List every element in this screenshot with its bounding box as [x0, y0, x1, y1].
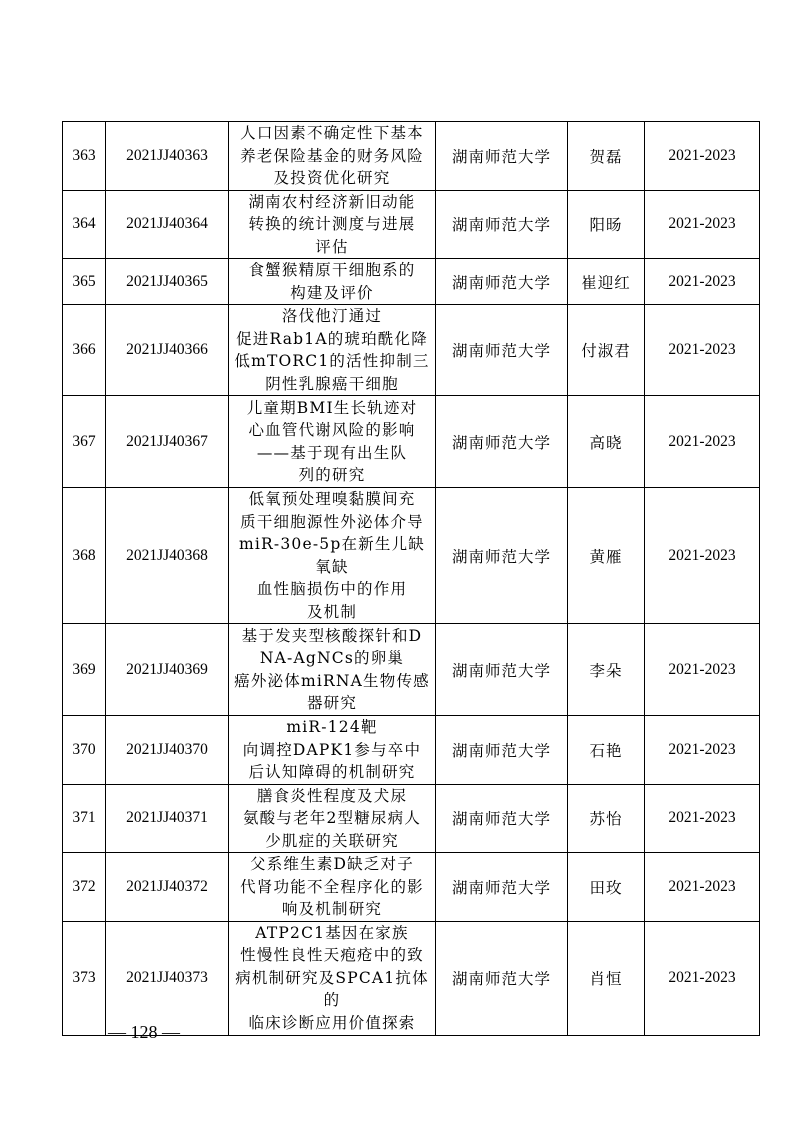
project-title-line: 向调控DAPK1参与卒中 [242, 740, 422, 759]
project-title-line: miR-124靶 [286, 718, 378, 736]
page-number: — 128 — [108, 1022, 180, 1042]
row-number-cell: 370 [63, 716, 106, 785]
project-title-line: 食蟹猴精原干细胞系的 [248, 261, 416, 279]
table-row [63, 716, 760, 785]
project-title-line: 血性脑损伤中的作用 [256, 580, 408, 598]
project-title-line: miR-30e-5p在新生儿缺氧缺 [239, 535, 425, 576]
project-leader-cell: 阳旸 [568, 190, 645, 259]
project-period-cell: 2021-2023 [645, 921, 760, 1035]
institution-cell: 湖南师范大学 [436, 396, 568, 488]
project-code-cell: 2021JJ40368 [106, 488, 229, 624]
project-title-line: 促进Rab1A的琥珀酰化降 [236, 329, 428, 348]
row-number-cell: 364 [63, 190, 106, 259]
project-period-cell: 2021-2023 [645, 259, 760, 305]
project-title-line: 心血管代谢风险的影响 [248, 421, 416, 439]
project-title-line: 器研究 [306, 694, 358, 712]
project-title-line: 及机制 [306, 602, 358, 621]
project-leader-cell: 付淑君 [568, 305, 645, 396]
project-title-cell [229, 921, 436, 1035]
project-title-cell [229, 784, 436, 853]
project-period-cell: 2021-2023 [645, 716, 760, 785]
project-title-line: 性慢性良性天疱疮中的致 [240, 946, 424, 965]
project-title-line: 湖南农村经济新旧动能 [248, 192, 416, 211]
table-row [63, 190, 760, 259]
institution-cell: 湖南师范大学 [436, 921, 568, 1035]
institution-cell: 湖南师范大学 [436, 259, 568, 305]
project-title-line: 基于发夹型核酸探针和D [241, 626, 423, 645]
project-leader-cell: 石艳 [568, 716, 645, 785]
project-title-line: 后认知障碍的机制研究 [248, 763, 416, 781]
project-title-cell [229, 716, 436, 785]
table-row [63, 259, 760, 305]
project-period-cell: 2021-2023 [645, 853, 760, 922]
project-title-cell [229, 396, 436, 488]
table-row [63, 305, 760, 396]
project-title-line: 洛伐他汀通过 [281, 307, 383, 325]
project-title-line: 癌外泌体miRNA生物传感 [234, 671, 430, 690]
project-title-cell [229, 853, 436, 922]
row-number-cell: 363 [63, 122, 106, 191]
row-number-cell: 372 [63, 853, 106, 922]
project-title-line: 养老保险基金的财务风险 [240, 146, 424, 165]
table-row [63, 784, 760, 853]
row-number-cell: 373 [63, 921, 106, 1035]
project-title-line: 父系维生素D缺乏对子 [250, 855, 414, 873]
project-leader-cell: 崔迎红 [568, 259, 645, 305]
institution-cell: 湖南师范大学 [436, 716, 568, 785]
project-title-cell [229, 259, 436, 305]
project-leader-cell: 田玫 [568, 853, 645, 922]
project-code-cell: 2021JJ40373 [106, 921, 229, 1035]
institution-cell: 湖南师范大学 [436, 784, 568, 853]
project-title-line: 质干细胞源性外泌体介导 [240, 512, 424, 531]
project-leader-cell: 黄雁 [568, 488, 645, 624]
project-leader-cell: 苏怡 [568, 784, 645, 853]
institution-cell: 湖南师范大学 [436, 624, 568, 716]
project-title-line: 响及机制研究 [281, 900, 383, 918]
project-leader-cell: 贺磊 [568, 122, 645, 191]
project-title-line: NA-AgNCs的卵巢 [259, 649, 405, 667]
institution-cell: 湖南师范大学 [436, 305, 568, 396]
project-title-line: 临床诊断应用价值探索 [248, 1013, 416, 1032]
project-title-line: 儿童期BMI生长轨迹对 [246, 398, 418, 417]
project-title-line: 及投资优化研究 [273, 169, 391, 187]
table-row [63, 853, 760, 922]
institution-cell: 湖南师范大学 [436, 190, 568, 259]
project-title-cell [229, 122, 436, 191]
row-number-cell: 371 [63, 784, 106, 853]
project-title-line: 列的研究 [298, 466, 366, 484]
project-title-line: 代肾功能不全程序化的影 [240, 877, 424, 896]
project-code-cell: 2021JJ40363 [106, 122, 229, 191]
project-table [62, 121, 760, 1036]
project-code-cell: 2021JJ40369 [106, 624, 229, 716]
project-period-cell: 2021-2023 [645, 784, 760, 853]
row-number-cell: 367 [63, 396, 106, 488]
project-table-body [63, 122, 760, 1036]
project-leader-cell: 肖恒 [568, 921, 645, 1035]
table-row [63, 122, 760, 191]
project-code-cell: 2021JJ40365 [106, 259, 229, 305]
project-title-line: 低mTORC1的活性抑制三阴性乳腺癌干细胞 [234, 352, 430, 393]
project-leader-cell: 李朵 [568, 624, 645, 716]
row-number-cell: 369 [63, 624, 106, 716]
institution-cell: 湖南师范大学 [436, 488, 568, 624]
project-code-cell: 2021JJ40372 [106, 853, 229, 922]
table-row [63, 624, 760, 716]
table-row [63, 921, 760, 1035]
project-title-line: ATP2C1基因在家族 [255, 923, 409, 942]
project-period-cell: 2021-2023 [645, 122, 760, 191]
project-period-cell: 2021-2023 [645, 396, 760, 488]
institution-cell: 湖南师范大学 [436, 122, 568, 191]
table-row [63, 396, 760, 488]
project-title-line: 构建及评价 [290, 283, 374, 302]
project-title-line: 氨酸与老年2型糖尿病人 [242, 809, 422, 827]
project-code-cell: 2021JJ40371 [106, 784, 229, 853]
project-period-cell: 2021-2023 [645, 624, 760, 716]
project-period-cell: 2021-2023 [645, 190, 760, 259]
row-number-cell: 368 [63, 488, 106, 624]
table-row [63, 488, 760, 624]
project-title-line: 低氧预处理嗅黏膜间充 [248, 490, 416, 508]
institution-cell: 湖南师范大学 [436, 853, 568, 922]
project-code-cell: 2021JJ40364 [106, 190, 229, 259]
project-title-cell [229, 624, 436, 716]
project-period-cell: 2021-2023 [645, 488, 760, 624]
project-title-line: 转换的统计测度与进展 [248, 215, 416, 233]
project-title-line: 膳食炎性程度及犬尿 [256, 786, 408, 805]
project-title-line: 人口因素不确定性下基本 [240, 124, 424, 142]
project-title-cell [229, 190, 436, 259]
project-code-cell: 2021JJ40370 [106, 716, 229, 785]
row-number-cell: 366 [63, 305, 106, 396]
project-title-line: ——基于现有出生队 [256, 443, 408, 462]
project-period-cell: 2021-2023 [645, 305, 760, 396]
project-title-cell [229, 488, 436, 624]
project-leader-cell: 高晓 [568, 396, 645, 488]
project-title-cell [229, 305, 436, 396]
project-code-cell: 2021JJ40366 [106, 305, 229, 396]
project-title-line: 病机制研究及SPCA1抗体的 [235, 968, 429, 1010]
project-code-cell: 2021JJ40367 [106, 396, 229, 488]
project-title-line: 评估 [315, 237, 349, 256]
project-title-line: 少肌症的关联研究 [265, 831, 399, 850]
row-number-cell: 365 [63, 259, 106, 305]
